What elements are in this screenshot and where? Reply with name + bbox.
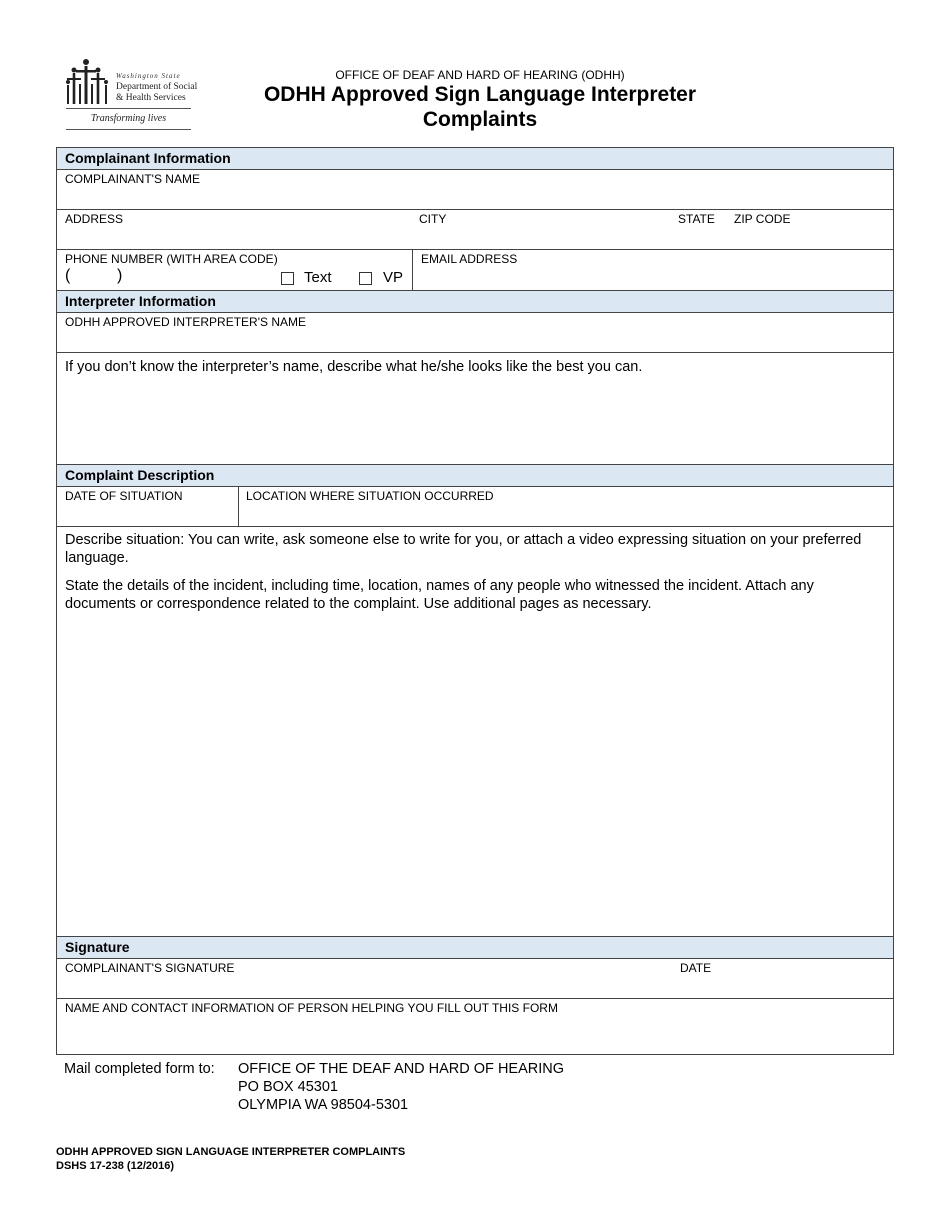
area-code-open-paren: ( xyxy=(65,267,71,284)
describe-situation-text: Describe situation: You can write, ask someone else to write for you, or attach a video expressing situation on your preferred language. xyxy=(65,532,862,566)
email-label: EMAIL ADDRESS xyxy=(421,252,518,266)
helper-contact-label: NAME AND CONTACT INFORMATION OF PERSON HELPING YOU FILL OUT THIS FORM xyxy=(65,1001,558,1015)
logo-dept-line2: & Health Services xyxy=(116,93,186,103)
form-footer xyxy=(56,1145,405,1173)
section-interpreter xyxy=(57,291,893,313)
form-title-line1: ODHH Approved Sign Language Interpreter xyxy=(263,83,697,106)
section-signature xyxy=(57,937,893,959)
form-header xyxy=(230,68,730,132)
interpreter-description-field[interactable] xyxy=(57,353,893,465)
zip-code-label: ZIP CODE xyxy=(734,212,791,226)
text-checkbox[interactable] xyxy=(281,272,294,285)
section-complainant-heading: Complainant Information xyxy=(65,150,231,166)
complainant-name-field[interactable] xyxy=(57,170,893,210)
complaint-form xyxy=(56,147,894,1055)
section-signature-heading: Signature xyxy=(65,939,130,955)
logo-department xyxy=(116,82,197,104)
text-option-label: Text xyxy=(304,269,332,286)
form-title-line2: Complaints xyxy=(422,108,538,131)
phone-label: PHONE NUMBER (WITH AREA CODE) xyxy=(65,252,278,266)
complainant-signature-label: COMPLAINANT'S SIGNATURE xyxy=(65,961,235,975)
phone-email-row xyxy=(57,250,893,291)
mail-label: Mail completed form to: xyxy=(64,1061,215,1077)
date-location-row xyxy=(57,487,893,527)
date-location-divider xyxy=(238,487,239,526)
signature-row[interactable] xyxy=(57,959,893,999)
interpreter-name-label: ODHH APPROVED INTERPRETER'S NAME xyxy=(65,315,306,329)
area-code-close-paren: ) xyxy=(117,267,123,284)
family-figures-icon xyxy=(64,58,114,106)
situation-description-field[interactable] xyxy=(57,527,893,937)
signature-date-label: DATE xyxy=(680,961,712,975)
office-name: OFFICE OF DEAF AND HARD OF HEARING (ODHH) xyxy=(335,68,625,82)
logo-tagline: Transforming lives xyxy=(90,113,167,124)
logo-divider-bottom xyxy=(66,129,191,130)
section-complaint xyxy=(57,465,893,487)
logo-divider xyxy=(66,108,191,109)
helper-contact-field[interactable] xyxy=(57,999,893,1054)
logo-dept-line1: Department of Social xyxy=(116,82,198,92)
date-of-situation-label: DATE OF SITUATION xyxy=(65,489,183,503)
address-row xyxy=(57,210,893,250)
dshs-logo xyxy=(62,58,198,132)
interpreter-name-field[interactable] xyxy=(57,313,893,353)
address-label: ADDRESS xyxy=(65,212,124,226)
vp-checkbox[interactable] xyxy=(359,272,372,285)
vp-option-label: VP xyxy=(383,269,404,286)
incident-details-text: State the details of the incident, including time, location, names of any people who witnessed the incident. Attach any documents or correspondence related to the complaint. Use additional pages as necessary. xyxy=(65,578,814,612)
mail-address-line2: PO BOX 45301 xyxy=(238,1079,338,1095)
phone-email-divider xyxy=(412,250,413,290)
state-label: STATE xyxy=(678,212,715,226)
section-interpreter-heading: Interpreter Information xyxy=(65,293,216,309)
footer-form-number: DSHS 17-238 (12/2016) xyxy=(56,1160,175,1172)
logo-state: Washington State xyxy=(116,72,181,80)
interpreter-description-prompt: If you don’t know the interpreter’s name, describe what he/she looks like the best you can. xyxy=(65,359,643,375)
mailing-address xyxy=(238,1060,564,1114)
mail-address-line1: OFFICE OF THE DEAF AND HARD OF HEARING xyxy=(238,1061,565,1077)
section-complaint-heading: Complaint Description xyxy=(65,467,215,483)
footer-title: ODHH APPROVED SIGN LANGUAGE INTERPRETER COMPLAINTS xyxy=(56,1146,406,1158)
mail-address-line3: OLYMPIA WA 98504-5301 xyxy=(238,1097,409,1113)
city-label: CITY xyxy=(419,212,447,226)
section-complainant xyxy=(57,148,893,170)
location-label: LOCATION WHERE SITUATION OCCURRED xyxy=(246,489,494,503)
complainant-name-label: COMPLAINANT'S NAME xyxy=(65,172,200,186)
